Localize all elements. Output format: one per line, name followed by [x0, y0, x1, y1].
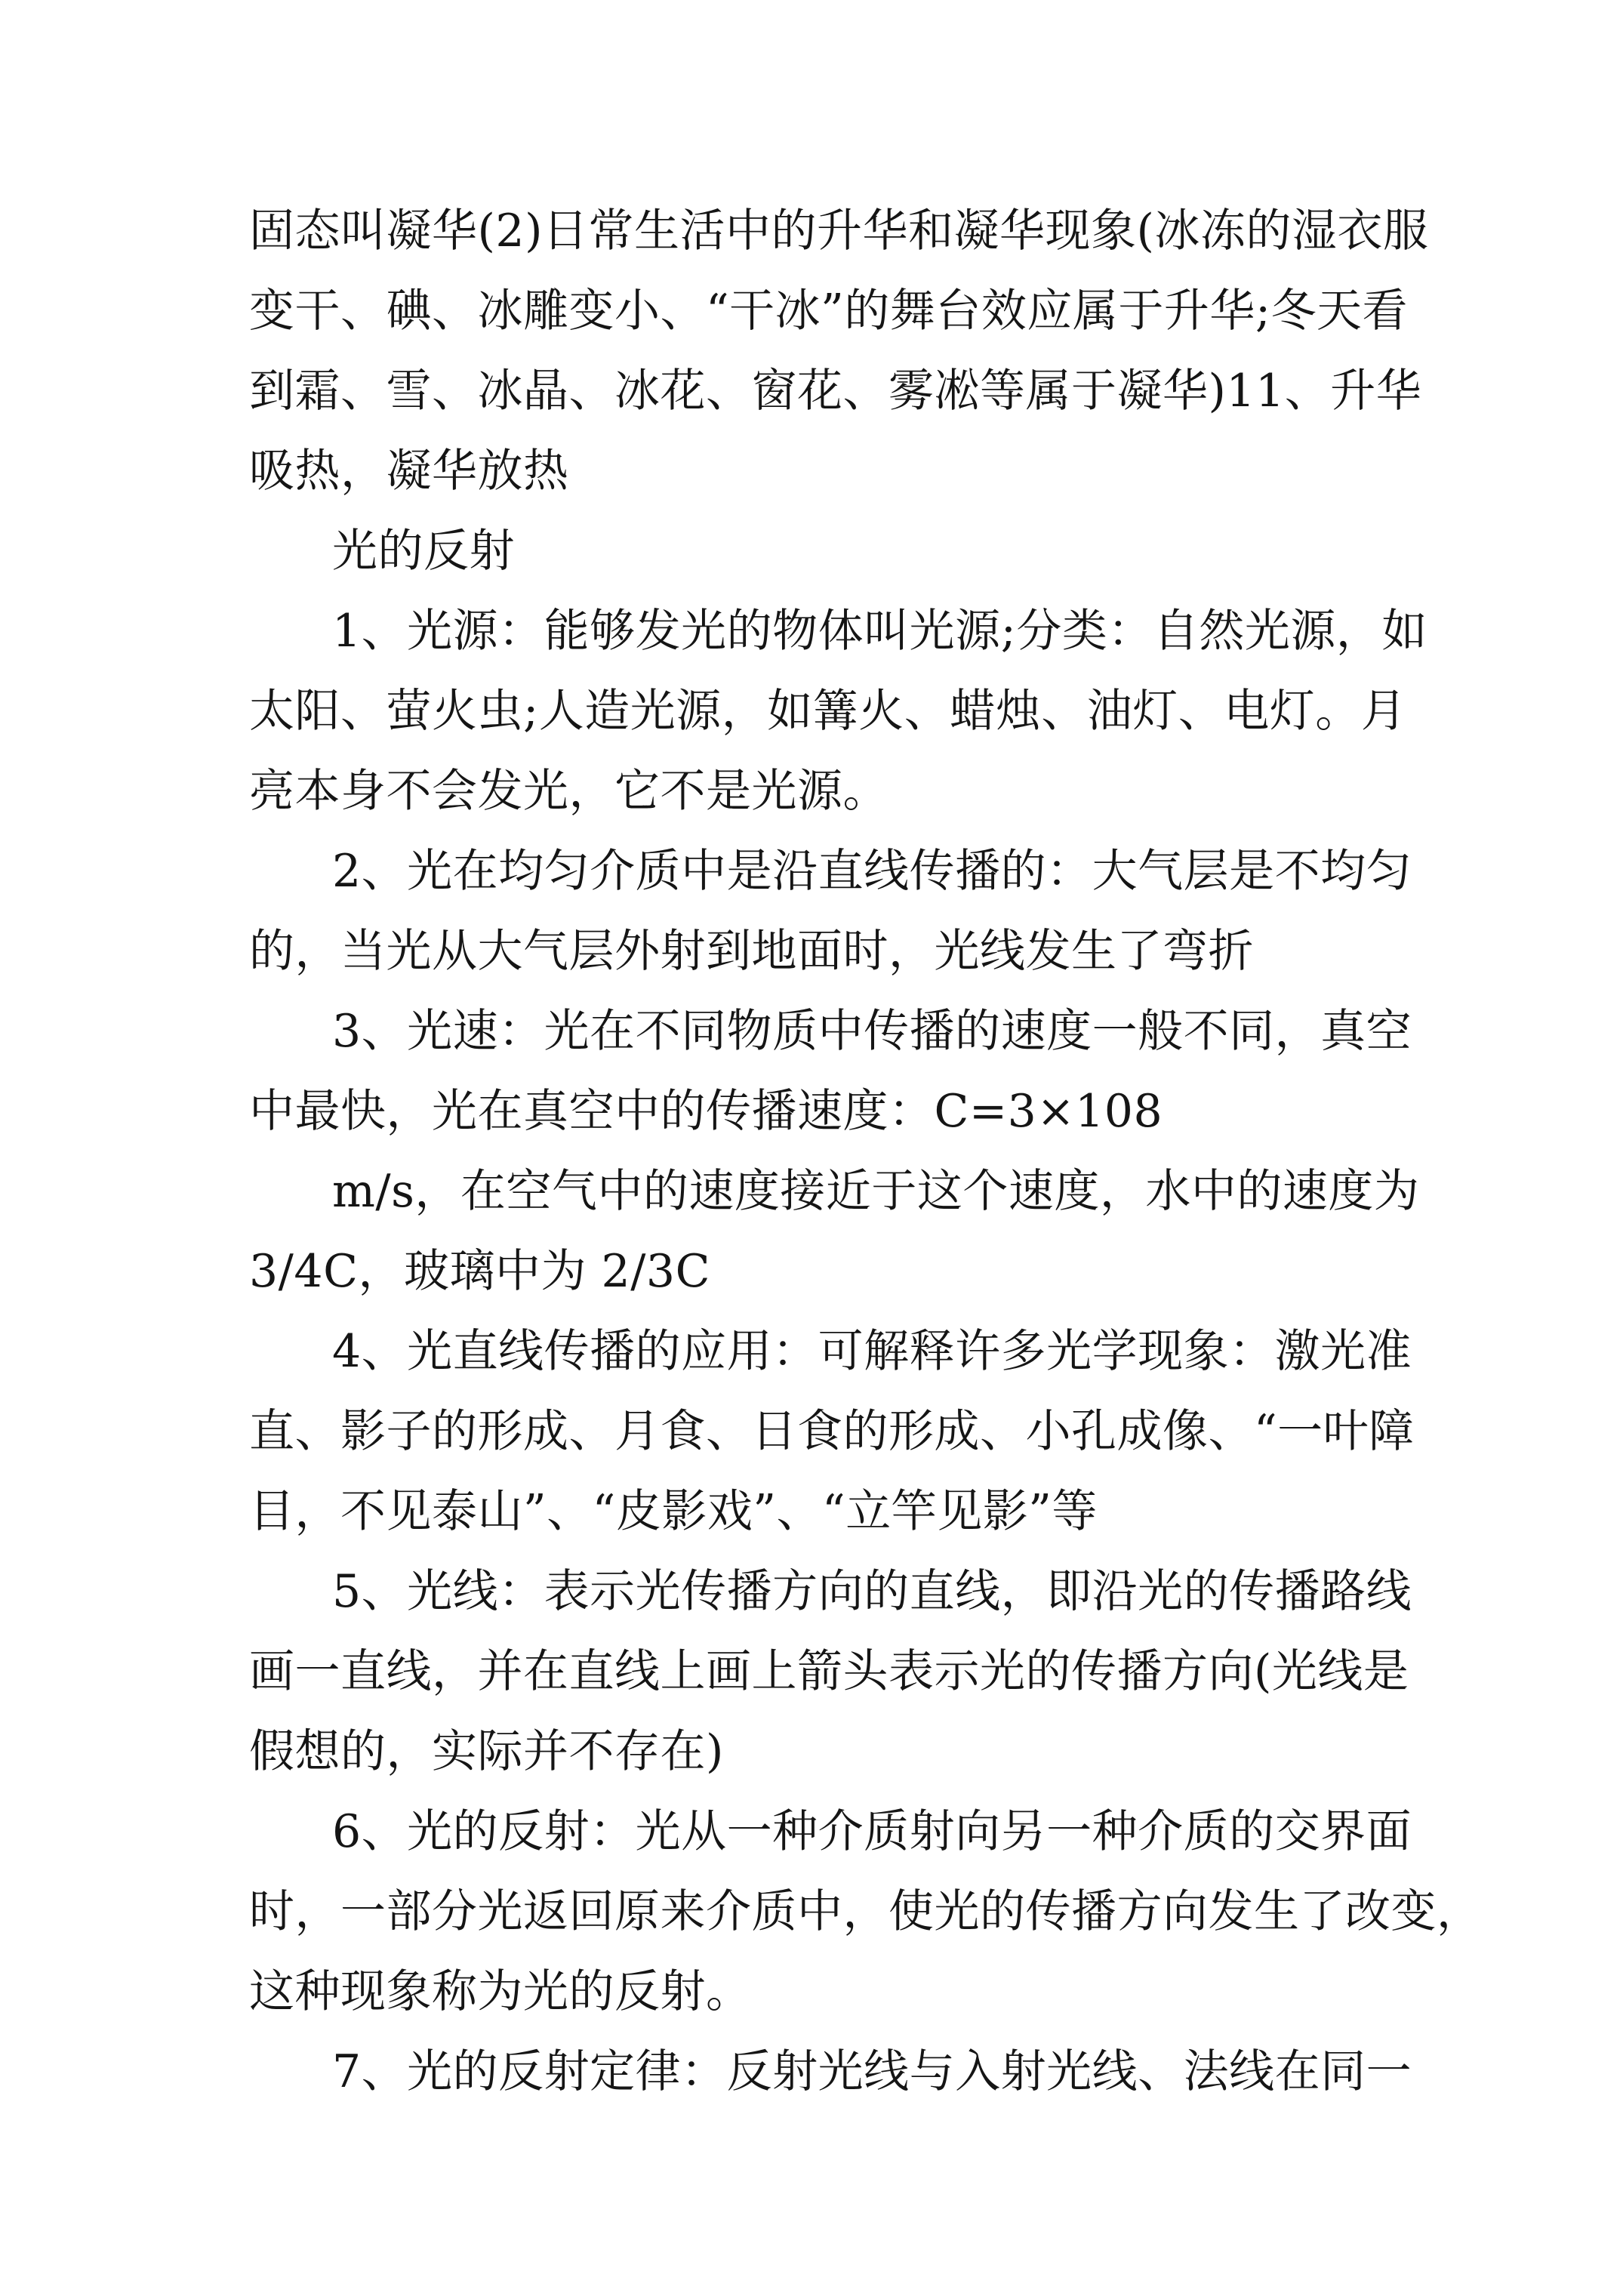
text-line: 这种现象称为光的反射。 [249, 1965, 752, 2018]
text-line: 7、光的反射定律：反射光线与入射光线、法线在同一 [332, 2045, 1412, 2098]
text-line: 4、光直线传播的应用：可解释许多光学现象：激光准 [332, 1325, 1412, 1378]
text-line: 的，当光从大气层外射到地面时，光线发生了弯折 [249, 925, 1254, 978]
text-line: 固态叫凝华(2)日常生活中的升华和凝华现象(冰冻的湿衣服 [249, 205, 1429, 257]
text-line: 3/4C，玻璃中为 2/3C [249, 1245, 711, 1298]
text-line: 亮本身不会发光，它不是光源。 [249, 765, 888, 818]
text-line: 目，不见泰山”、“皮影戏”、“立竿见影”等 [249, 1485, 1098, 1538]
text-line: 1、光源：能够发光的物体叫光源;分类：自然光源，如 [332, 605, 1427, 658]
text-line: 中最快，光在真空中的传播速度：C=3×108 [249, 1085, 1163, 1138]
text-line: 变干、碘、冰雕变小、“干冰”的舞台效应属于升华;冬天看 [249, 285, 1409, 337]
section-heading: 光的反射 [332, 525, 515, 578]
text-line: 直、影子的形成、月食、日食的形成、小孔成像、“一叶障 [249, 1405, 1415, 1458]
text-line: 太阳、萤火虫;人造光源，如篝火、蜡烛、油灯、电灯。月 [249, 685, 1407, 738]
text-line: m/s，在空气中的速度接近于这个速度，水中的速度为 [332, 1165, 1420, 1218]
text-line: 3、光速：光在不同物质中传播的速度一般不同，真空 [332, 1005, 1412, 1058]
text-line: 假想的，实际并不存在) [249, 1725, 724, 1778]
text-line: 6、光的反射：光从一种介质射向另一种介质的交界面 [332, 1805, 1412, 1858]
text-line: 画一直线，并在直线上画上箭头表示光的传播方向(光线是 [249, 1645, 1409, 1698]
text-line: 5、光线：表示光传播方向的直线，即沿光的传播路线 [332, 1565, 1412, 1618]
text-line: 吸热，凝华放热 [249, 445, 569, 498]
text-line: 2、光在均匀介质中是沿直线传播的：大气层是不均匀 [332, 845, 1412, 898]
text-line: 到霜、雪、冰晶、冰花、窗花、雾凇等属于凝华)11、升华 [249, 365, 1422, 418]
text-line: 时，一部分光返回原来介质中，使光的传播方向发生了改变， [249, 1885, 1483, 1938]
